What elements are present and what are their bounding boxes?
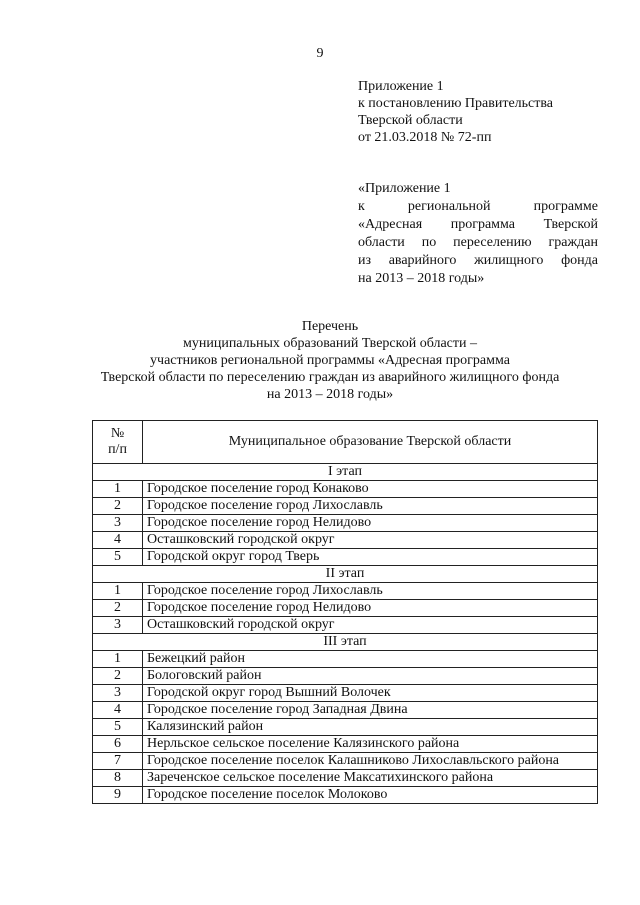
- municipality-name: Городское поселение город Нелидово: [143, 515, 598, 532]
- row-number: 9: [93, 787, 143, 804]
- header-number-sign: №: [110, 426, 125, 441]
- table-row: [93, 481, 598, 498]
- document-title: [60, 318, 600, 403]
- appendix-line: Тверской области: [358, 113, 463, 128]
- table-header-row: [93, 421, 598, 464]
- program-appendix-line: из аварийного жилищного фонда: [358, 253, 598, 268]
- table-row: [93, 736, 598, 753]
- title-line: Тверской области по переселению граждан из аварийного жилищного фонда: [100, 370, 560, 385]
- stage-label: III этап: [93, 634, 598, 651]
- stage-label: II этап: [93, 566, 598, 583]
- program-appendix-reference: [358, 180, 598, 288]
- row-number: 4: [93, 532, 143, 549]
- table-body: [93, 464, 598, 804]
- municipalities-table: [92, 420, 598, 804]
- municipality-name: Осташковский городской округ: [143, 532, 598, 549]
- municipality-name: Городское поселение поселок Калашниково Лихославльского района: [143, 753, 598, 770]
- municipality-name: Городской округ город Вышний Волочек: [143, 685, 598, 702]
- row-number: 3: [93, 685, 143, 702]
- municipality-name: Бологовский район: [143, 668, 598, 685]
- table-row: [93, 498, 598, 515]
- municipality-name: Городское поселение город Лихославль: [143, 498, 598, 515]
- municipality-name: Бежецкий район: [143, 651, 598, 668]
- municipality-name: Городское поселение город Западная Двина: [143, 702, 598, 719]
- table-row: [93, 685, 598, 702]
- table-row: [93, 549, 598, 566]
- page-number: 9: [316, 46, 324, 61]
- table-row: [93, 702, 598, 719]
- stage-row: [93, 634, 598, 651]
- municipality-name: Зареченское сельское поселение Максатихинского района: [143, 770, 598, 787]
- program-appendix-line: области по переселению граждан: [358, 235, 598, 250]
- row-number: 5: [93, 549, 143, 566]
- municipality-name: Городское поселение поселок Молоково: [143, 787, 598, 804]
- table-row: [93, 515, 598, 532]
- title-line: Перечень: [301, 319, 359, 334]
- table-row: [93, 770, 598, 787]
- row-number: 3: [93, 515, 143, 532]
- stage-row: [93, 464, 598, 481]
- row-number: 1: [93, 481, 143, 498]
- program-appendix-line: на 2013 – 2018 годы»: [358, 271, 485, 286]
- municipality-name: Калязинский район: [143, 719, 598, 736]
- title-line: муниципальных образований Тверской области –: [182, 336, 478, 351]
- column-header-name: Муниципальное образование Тверской области: [143, 421, 598, 464]
- row-number: 2: [93, 668, 143, 685]
- table-row: [93, 787, 598, 804]
- municipality-name: Городское поселение город Конаково: [143, 481, 598, 498]
- appendix-line: Приложение 1: [358, 79, 444, 94]
- row-number: 6: [93, 736, 143, 753]
- program-appendix-line: к региональной программе: [358, 199, 598, 214]
- row-number: 1: [93, 583, 143, 600]
- row-number: 2: [93, 498, 143, 515]
- row-number: 2: [93, 600, 143, 617]
- stage-label: I этап: [93, 464, 598, 481]
- municipality-name: Городской округ город Тверь: [143, 549, 598, 566]
- table-row: [93, 583, 598, 600]
- municipality-name: Осташковский городской округ: [143, 617, 598, 634]
- program-appendix-line: «Приложение 1: [358, 181, 451, 196]
- row-number: 8: [93, 770, 143, 787]
- table-row: [93, 600, 598, 617]
- appendix-line: к постановлению Правительства: [358, 96, 554, 111]
- table-row: [93, 668, 598, 685]
- municipality-name: Городское поселение город Лихославль: [143, 583, 598, 600]
- row-number: 1: [93, 651, 143, 668]
- table-row: [93, 532, 598, 549]
- table-row: [93, 719, 598, 736]
- column-header-number: [93, 421, 143, 464]
- table-row: [93, 617, 598, 634]
- table-row: [93, 753, 598, 770]
- row-number: 5: [93, 719, 143, 736]
- title-line: участников региональной программы «Адресная программа: [150, 353, 510, 368]
- header-number-abbr: п/п: [108, 442, 127, 457]
- table-row: [93, 651, 598, 668]
- row-number: 3: [93, 617, 143, 634]
- row-number: 4: [93, 702, 143, 719]
- appendix-line: от 21.03.2018 № 72-пп: [358, 130, 492, 145]
- title-line: на 2013 – 2018 годы»: [266, 387, 394, 402]
- row-number: 7: [93, 753, 143, 770]
- appendix-reference: [358, 78, 598, 146]
- municipality-name: Нерльское сельское поселение Калязинского района: [143, 736, 598, 753]
- program-appendix-line: «Адресная программа Тверской: [358, 217, 598, 232]
- stage-row: [93, 566, 598, 583]
- municipality-name: Городское поселение город Нелидово: [143, 600, 598, 617]
